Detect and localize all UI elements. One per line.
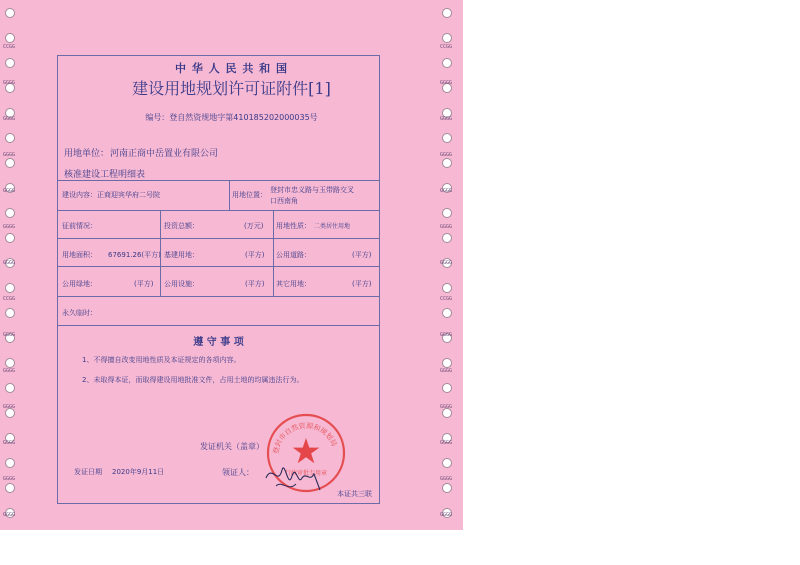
table-col-line bbox=[229, 180, 230, 210]
table-row-line bbox=[57, 210, 380, 211]
location-label: 用地位置： bbox=[232, 191, 267, 199]
strip-mark: GGGG bbox=[3, 368, 16, 374]
certificate-number: 编号：登自然资规地字第410185202000035号 bbox=[145, 113, 318, 122]
land-nature-label: 用地性质： bbox=[276, 222, 311, 230]
strip-mark: GGGG bbox=[440, 80, 453, 86]
strip-mark: CCGG bbox=[3, 44, 16, 50]
perforation-hole bbox=[442, 358, 452, 368]
green-label: 公用绿地： bbox=[62, 280, 97, 288]
recipient-label: 领证人： bbox=[222, 468, 254, 477]
handwritten-signature bbox=[262, 456, 332, 496]
other-label: 其它用地： bbox=[276, 280, 311, 288]
location-value-line1: 登封市忠义路与玉带路交叉 bbox=[270, 186, 354, 194]
country-heading: 中 华 人 民 共 和 国 bbox=[175, 62, 288, 75]
issue-date-value: 2020年9月11日 bbox=[112, 468, 165, 476]
land-acq-label: 征前情况： bbox=[62, 222, 97, 230]
perforation-hole bbox=[5, 308, 15, 318]
area-value: 67691.26(平方) bbox=[108, 251, 161, 259]
strip-mark: GGGG bbox=[3, 188, 16, 194]
perforation-hole bbox=[442, 308, 452, 318]
perforation-hole bbox=[5, 383, 15, 393]
perforation-hole bbox=[442, 158, 452, 168]
perforation-hole bbox=[5, 283, 15, 293]
perforation-hole bbox=[442, 283, 452, 293]
location-value-line2: 口西南角 bbox=[270, 197, 298, 205]
table-col-line bbox=[273, 210, 274, 296]
strip-mark: GGGG bbox=[440, 116, 453, 122]
copies-label: 本证共三联 bbox=[337, 490, 372, 498]
note-item-1: 1、不得擅自改变用地性质及本证规定的各项内容。 bbox=[82, 356, 241, 364]
roads-unit: (平方) bbox=[352, 251, 372, 259]
strip-mark: GGGG bbox=[440, 440, 453, 446]
perforation-hole bbox=[5, 33, 15, 43]
perforation-hole bbox=[5, 158, 15, 168]
table-subtitle: 核准建设工程明细表 bbox=[64, 170, 146, 180]
strip-mark: GGGG bbox=[3, 80, 16, 86]
strip-mark: GGGG bbox=[440, 404, 453, 410]
strip-mark: GGGG bbox=[440, 332, 453, 338]
perforation-hole bbox=[442, 8, 452, 18]
investment-label: 投资总额： bbox=[164, 222, 199, 230]
notes-title: 遵 守 事 项 bbox=[193, 337, 244, 348]
strip-mark: GGGG bbox=[3, 224, 16, 230]
issuer-label: 发证机关（盖章） bbox=[200, 442, 264, 451]
permanent-label: 永久临时： bbox=[62, 309, 97, 317]
perforation-hole bbox=[5, 483, 15, 493]
base-land-label: 基建用地： bbox=[164, 251, 199, 259]
content-cell: 建设内容：正商迎宾华府二号院 bbox=[62, 191, 160, 199]
strip-mark: GGGG bbox=[3, 152, 16, 158]
strip-mark: CCGG bbox=[440, 296, 453, 302]
issue-date-label: 发证日期 bbox=[74, 468, 102, 476]
investment-unit: (万元) bbox=[244, 222, 264, 230]
strip-mark: GGGG bbox=[440, 152, 453, 158]
perforation-hole bbox=[5, 208, 15, 218]
certificate-title: 建设用地规划许可证附件[1] bbox=[132, 79, 331, 98]
perforation-hole bbox=[5, 133, 15, 143]
strip-mark: GGGG bbox=[3, 116, 16, 122]
perforation-hole bbox=[442, 233, 452, 243]
perforation-hole bbox=[5, 233, 15, 243]
perforation-hole bbox=[442, 133, 452, 143]
strip-mark: GGGG bbox=[440, 476, 453, 482]
strip-mark: CCGG bbox=[3, 296, 16, 302]
perforation-hole bbox=[5, 8, 15, 18]
base-land-unit: (平方) bbox=[245, 251, 265, 259]
strip-mark: GGGG bbox=[440, 368, 453, 374]
green-unit: (平方) bbox=[134, 280, 154, 288]
table-top-line bbox=[57, 180, 380, 181]
strip-mark: GGGG bbox=[3, 512, 16, 518]
seal-sub-text: 行政审批专用章 bbox=[284, 470, 328, 477]
perforation-hole bbox=[5, 458, 15, 468]
perforation-hole bbox=[442, 458, 452, 468]
strip-mark: GGGG bbox=[3, 440, 16, 446]
strip-mark: CCGG bbox=[440, 44, 453, 50]
strip-mark: GGGG bbox=[440, 224, 453, 230]
facilities-label: 公用设施： bbox=[164, 280, 199, 288]
perforation-hole bbox=[442, 33, 452, 43]
area-label: 用地面积： bbox=[62, 251, 97, 259]
seal-text: 登封市自然资源和规划局 bbox=[271, 421, 339, 455]
table-row-line bbox=[57, 296, 380, 297]
strip-mark: GGGG bbox=[3, 332, 16, 338]
strip-mark: GGGG bbox=[440, 260, 453, 266]
note-item-2: 2、未取得本证，而取得建设用地批准文件，占用土地的均属违法行为。 bbox=[82, 376, 304, 384]
applicant-label: 用地单位： bbox=[64, 149, 110, 159]
perforation-hole bbox=[5, 358, 15, 368]
table-row-line bbox=[57, 325, 380, 326]
table-row-line bbox=[57, 238, 380, 239]
strip-mark: GGGG bbox=[440, 188, 453, 194]
roads-label: 公用道路： bbox=[276, 251, 311, 259]
perforation-hole bbox=[442, 383, 452, 393]
perforation-hole bbox=[442, 483, 452, 493]
perforation-hole bbox=[442, 208, 452, 218]
strip-mark: GGGG bbox=[440, 512, 453, 518]
applicant-value: 河南正商中岳置业有限公司 bbox=[110, 149, 219, 159]
strip-mark: GGGG bbox=[3, 404, 16, 410]
other-unit: (平方) bbox=[352, 280, 372, 288]
strip-mark: GGGG bbox=[3, 260, 16, 266]
table-row-line bbox=[57, 266, 380, 267]
facilities-unit: (平方) bbox=[245, 280, 265, 288]
strip-mark: GGGG bbox=[3, 476, 16, 482]
land-nature-value: 二类居住用地 bbox=[314, 223, 351, 230]
